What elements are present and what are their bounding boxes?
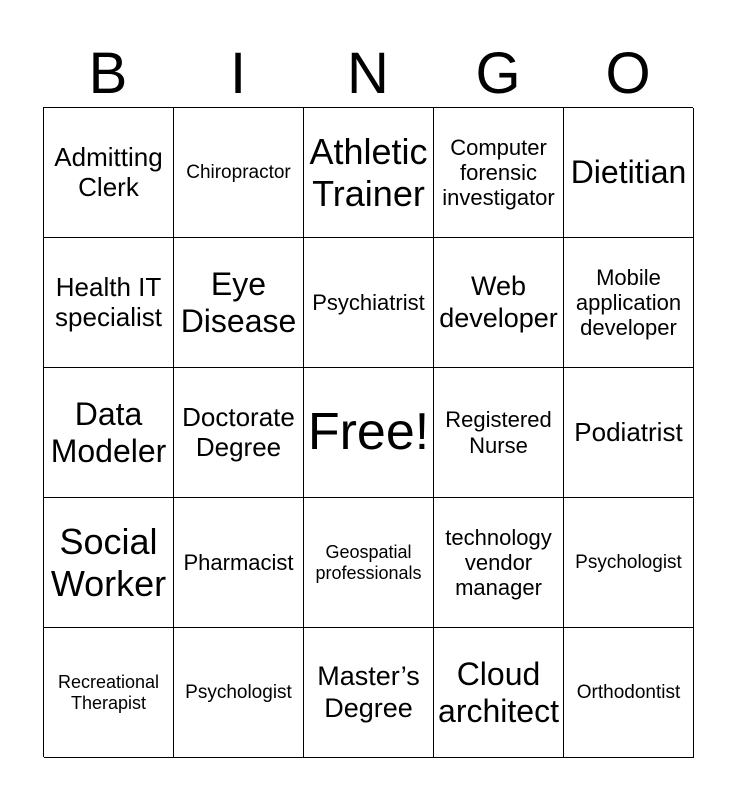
bingo-cell[interactable]: [44, 498, 174, 628]
bingo-cell[interactable]: [564, 238, 694, 368]
bingo-cell-free[interactable]: [304, 368, 434, 498]
bingo-cell[interactable]: [564, 498, 694, 628]
cell-label: Psychologist: [575, 551, 682, 573]
bingo-header: [43, 40, 693, 108]
cell-label: Doctorate Degree: [182, 401, 295, 462]
bingo-cell[interactable]: [44, 108, 174, 238]
cell-label: Free!: [307, 402, 430, 461]
bingo-cell[interactable]: [44, 238, 174, 368]
bingo-cell[interactable]: [434, 238, 564, 368]
bingo-cell[interactable]: [434, 498, 564, 628]
bingo-cell[interactable]: [564, 628, 694, 758]
header-letter-b: B: [88, 41, 128, 106]
cell-label: Registered Nurse: [445, 407, 552, 458]
cell-label: Health IT specialist: [55, 271, 162, 332]
bingo-cell[interactable]: [304, 108, 434, 238]
cell-label: Recreational Therapist: [57, 671, 160, 713]
cell-label: Podiatrist: [574, 416, 683, 447]
header-letter-n: N: [347, 41, 389, 106]
cell-label: Dietitian: [570, 154, 687, 191]
bingo-grid: [43, 107, 693, 757]
cell-label: Psychiatrist: [312, 289, 425, 315]
cell-label: Social Worker: [50, 521, 167, 604]
header-letter-i: I: [229, 41, 247, 106]
bingo-cell[interactable]: [174, 628, 304, 758]
cell-label: Cloud architect: [438, 655, 559, 729]
header-letter-g: G: [475, 41, 521, 106]
cell-label: Pharmacist: [183, 549, 294, 575]
bingo-cell[interactable]: [174, 498, 304, 628]
cell-label: Orthodontist: [576, 681, 681, 703]
bingo-cell[interactable]: [174, 368, 304, 498]
bingo-cell[interactable]: [174, 238, 304, 368]
bingo-cell[interactable]: [564, 368, 694, 498]
bingo-cell[interactable]: [304, 238, 434, 368]
bingo-cell[interactable]: [174, 108, 304, 238]
bingo-cell[interactable]: [434, 108, 564, 238]
cell-label: Admitting Clerk: [54, 141, 163, 202]
bingo-cell[interactable]: [434, 368, 564, 498]
cell-label: technology vendor manager: [445, 524, 552, 601]
cell-label: Psychologist: [185, 681, 292, 703]
cell-label: Mobile application developer: [575, 264, 682, 341]
cell-label: Chiropractor: [186, 161, 291, 183]
cell-label: Athletic Trainer: [309, 131, 428, 214]
bingo-cell[interactable]: [564, 108, 694, 238]
cell-label: Master’s Degree: [317, 661, 420, 723]
cell-label: Computer forensic investigator: [442, 134, 555, 211]
bingo-cell[interactable]: [44, 368, 174, 498]
bingo-cell[interactable]: [44, 628, 174, 758]
header-letter-o: O: [605, 41, 651, 106]
bingo-cell[interactable]: [434, 628, 564, 758]
bingo-cell[interactable]: [304, 628, 434, 758]
cell-label: Data Modeler: [50, 395, 167, 469]
cell-label: Web developer: [439, 271, 558, 333]
cell-label: Eye Disease: [180, 265, 297, 339]
cell-label: Geospatial professionals: [315, 541, 422, 583]
bingo-cell[interactable]: [304, 498, 434, 628]
